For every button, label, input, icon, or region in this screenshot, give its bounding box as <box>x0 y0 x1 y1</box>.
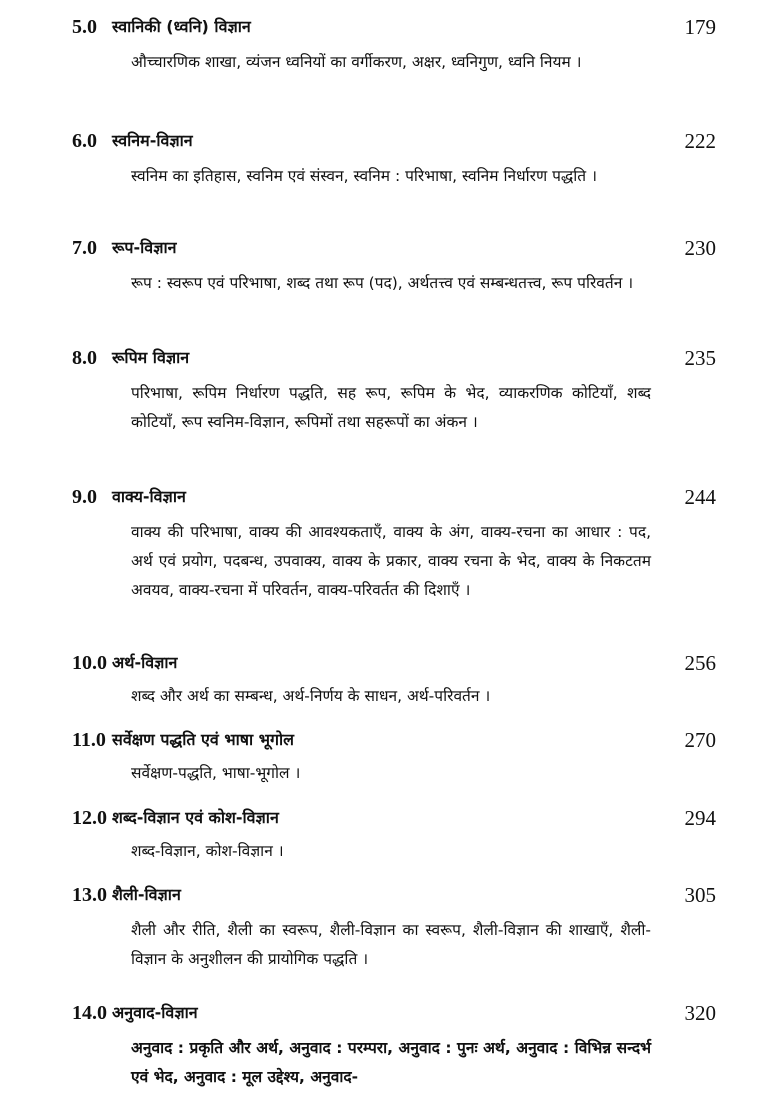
chapter-topics: शब्द-विज्ञान, कोश-विज्ञान । <box>131 842 284 860</box>
chapter-number: 9.0 <box>72 486 97 508</box>
page-number: 320 <box>684 1001 716 1025</box>
chapter-topics: शैली और रीति, शैली का स्वरूप, शैली-विज्ञान का स्वरूप, शैली-विज्ञान की शाखाएँ, शैली-विज्ञान के अनुशीलन की प्रायोगिक पद्धति । <box>131 921 651 968</box>
page-number: 270 <box>684 728 716 752</box>
page-number: 222 <box>684 129 716 153</box>
chapter-title: सर्वेक्षण पद्धति एवं भाषा भूगोल <box>112 730 294 749</box>
toc-entry-14 <box>0 998 780 1086</box>
toc-entry-9 <box>0 482 780 599</box>
toc-entry-6 <box>0 126 780 185</box>
page-number: 244 <box>684 485 716 509</box>
page-number: 294 <box>684 806 716 830</box>
toc-entry-7 <box>0 233 780 292</box>
page-number: 235 <box>684 346 716 370</box>
toc-entry-11 <box>0 725 780 782</box>
toc-entry-5 <box>0 12 780 71</box>
chapter-topics: रूप : स्वरूप एवं परिभाषा, शब्द तथा रूप (पद), अर्थतत्त्व एवं सम्बन्धतत्त्व, रूप परिवर्तन । <box>131 274 634 292</box>
chapter-title: अनुवाद-विज्ञान <box>112 1003 198 1022</box>
chapter-number: 8.0 <box>72 347 97 369</box>
chapter-topics: शब्द और अर्थ का सम्बन्ध, अर्थ-निर्णय के साधन, अर्थ-परिवर्तन । <box>131 687 491 705</box>
chapter-number: 14.0 <box>72 1002 107 1024</box>
chapter-title: वाक्य-विज्ञान <box>112 487 186 506</box>
chapter-title: शब्द-विज्ञान एवं कोश-विज्ञान <box>112 808 279 827</box>
chapter-title: स्वनिम-विज्ञान <box>112 131 193 150</box>
chapter-number: 11.0 <box>72 729 106 751</box>
chapter-number: 5.0 <box>72 16 97 38</box>
chapter-topics: स्वनिम का इतिहास, स्वनिम एवं संस्वन, स्वनिम : परिभाषा, स्वनिम निर्धारण पद्धति । <box>131 167 597 185</box>
chapter-title: रूप-विज्ञान <box>112 238 177 257</box>
chapter-number: 13.0 <box>72 884 107 906</box>
chapter-number: 6.0 <box>72 130 97 152</box>
chapter-topics: अनुवाद : प्रकृति और अर्थ, अनुवाद : परम्परा, अनुवाद : पुनः अर्थ, अनुवाद : विभिन्न सन्दर्भ एवं भेद, अनुवाद : मूल उद्देश्य, अनुवाद- <box>131 1039 651 1086</box>
toc-entry-10 <box>0 648 780 705</box>
chapter-title: शैली-विज्ञान <box>112 885 181 904</box>
chapter-number: 7.0 <box>72 237 97 259</box>
toc-entry-8 <box>0 343 780 431</box>
chapter-number: 12.0 <box>72 807 107 829</box>
chapter-topics: औच्चारणिक शाखा, व्यंजन ध्वनियों का वर्गीकरण, अक्षर, ध्वनिगुण, ध्वनि नियम । <box>131 53 582 71</box>
chapter-title: रूपिम विज्ञान <box>112 348 190 367</box>
page-number: 179 <box>684 15 716 39</box>
chapter-topics: सर्वेक्षण-पद्धति, भाषा-भूगोल । <box>131 764 301 782</box>
toc-entry-13 <box>0 880 780 968</box>
page-number: 305 <box>684 883 716 907</box>
chapter-number: 10.0 <box>72 652 107 674</box>
page-number: 230 <box>684 236 716 260</box>
page-number: 256 <box>684 651 716 675</box>
chapter-topics: परिभाषा, रूपिम निर्धारण पद्धति, सह रूप, रूपिम के भेद, व्याकरणिक कोटियाँ, शब्द कोटियाँ, रूप स्वनिम-विज्ञान, रूपिमों तथा सहरूपों का अंकन । <box>131 384 651 431</box>
chapter-title: स्वानिकी (ध्वनि) विज्ञान <box>112 17 251 36</box>
chapter-title: अर्थ-विज्ञान <box>112 653 178 672</box>
chapter-topics: वाक्य की परिभाषा, वाक्य की आवश्यकताएँ, वाक्य के अंग, वाक्य-रचना का आधार : पद, अर्थ एवं प्रयोग, पदबन्ध, उपवाक्य, वाक्य के प्रकार, वाक्य रचना के भेद, वाक्य के निकटतम अवयव, वाक्य-रचना में परिवर्तन, वाक्य-परिवर्तत की दिशाएँ । <box>131 523 651 599</box>
toc-entry-12 <box>0 803 780 860</box>
